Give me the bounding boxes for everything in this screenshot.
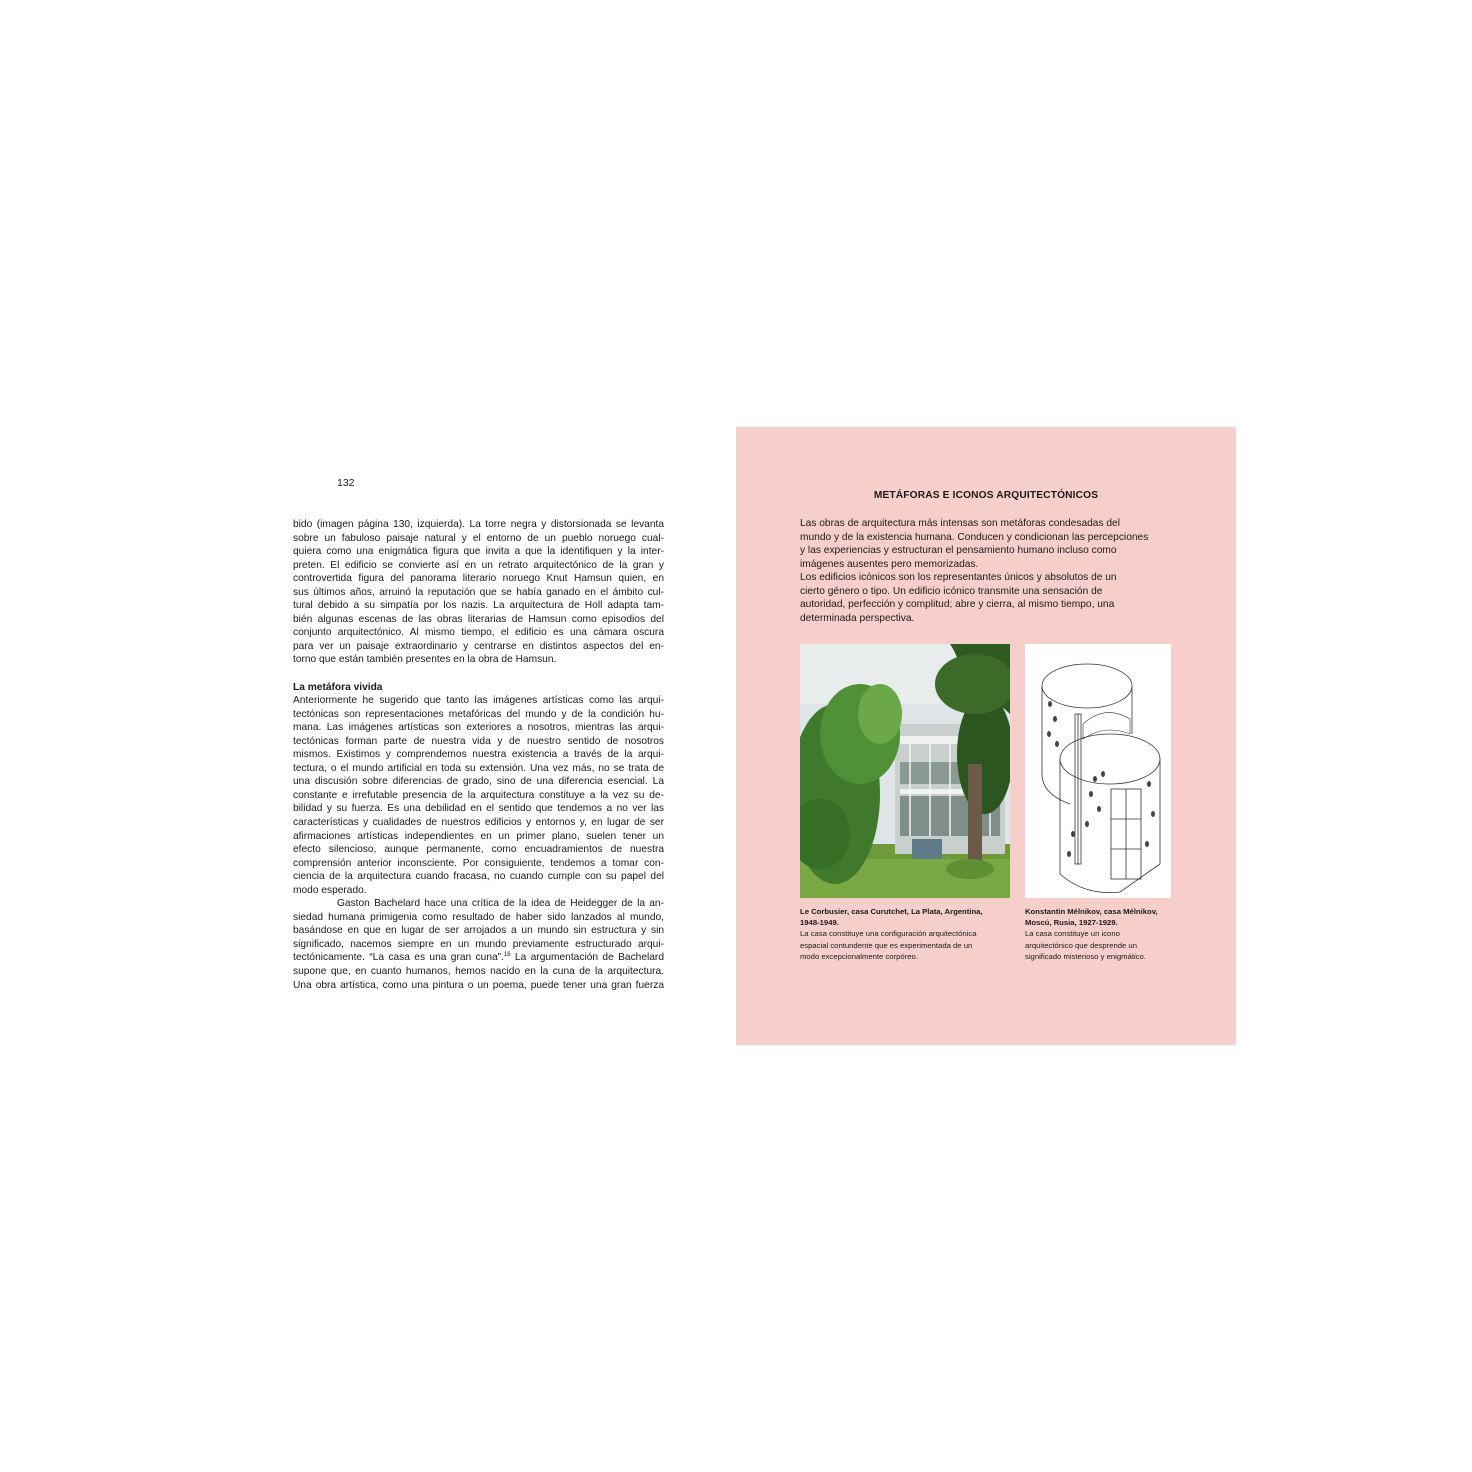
text-line: torno que están también presentes en la obra de Hamsun. xyxy=(293,654,557,666)
caption-text: significado misterioso y enigmático. xyxy=(1025,951,1146,961)
section-heading: La metáfora vivida xyxy=(293,681,383,693)
paragraph-bachelard xyxy=(293,897,664,992)
box-line: determinada perspectiva. xyxy=(800,612,915,624)
paragraph-hamsun xyxy=(293,518,664,667)
body-text-column xyxy=(293,518,664,992)
curutchet-house-photo xyxy=(800,644,1010,898)
text-line: constante e irrefutable presencia de la arquitectura constituye a la vez su de- xyxy=(293,789,664,801)
caption-text: modo excepcionalmente corpóreo. xyxy=(800,951,918,961)
text-line: tectura, o el mundo artificial en toda su extensión. Una vez más, no se trata de xyxy=(293,762,664,774)
box-line: mundo y de la existencia humana. Conducen y condicionan las percepciones xyxy=(800,531,1149,543)
text-line xyxy=(293,951,664,965)
text-line: significado, nacemos siempre en un mundo previamente estructurado arqui- xyxy=(293,938,664,950)
text-line: afirmaciones artísticas independientes en un primer plano, suelen tener un xyxy=(293,830,664,842)
text-line: tectónicas son representaciones metafóricas del mundo y de la condición hu- xyxy=(293,708,664,720)
text-line: conjunto arquitectónico. Al mismo tiempo, el edificio es una cámara oscura xyxy=(293,627,664,639)
text-line: Anteriormente he sugerido que tanto las imágenes artísticas como las arqui- xyxy=(293,695,664,707)
caption-curutchet xyxy=(800,906,1012,962)
caption-title: Konstantin Mélnikov, casa Mélnikov, xyxy=(1025,907,1158,916)
caption-text: La casa constituye una configuración arquitectónica xyxy=(800,929,977,939)
text-line: comprensión anterior inconsciente. Por consiguiente, tendemos a tomar con- xyxy=(293,857,664,869)
melnikov-house-drawing xyxy=(1025,644,1171,898)
box-line: y las experiencias y estructuran el pensamiento humano incluso como xyxy=(800,545,1117,556)
text-line: preten. El edificio se convierte así en un retrato arquitectónico de la gran y xyxy=(293,559,664,571)
text-line: controvertida figura del panorama literario noruego Knut Hamsun quien, en xyxy=(293,573,664,585)
box-text xyxy=(800,517,1180,625)
caption-melnikov xyxy=(1025,906,1175,962)
text-line: modo esperado. xyxy=(293,884,367,896)
text-line: tural debido a su simpatía por los nazis. La arquitectura de Holl adapta tam- xyxy=(293,600,664,612)
footnote-ref[interactable]: 16 xyxy=(503,952,511,959)
text-fragment: La argumentación de Bachelard xyxy=(510,952,664,964)
text-line: mana. Las imágenes artísticas son exteriores a nosotros, mientras las arqui- xyxy=(293,722,664,734)
text-line: quiera como una enigmática figura que invita a que la identifiquen y la inter- xyxy=(293,546,664,558)
box-line: Los edificios icónicos son los representantes únicos y absolutos de un xyxy=(800,572,1117,583)
page-number: 132 xyxy=(337,477,355,489)
text-line: sus últimos años, arruinó la reputación que se había ganado en el ámbito cul- xyxy=(293,586,664,598)
text-line: basándose en que en lugar de ser arrojados a un mundo sin estructura y sin xyxy=(293,925,664,937)
text-line: una discusión sobre diferencias de grado, sino de una diferencia esencial. La xyxy=(293,776,664,788)
text-line: tectónicas forman parte de nuestra vida y de nuestro sentido de nosotros xyxy=(293,735,664,747)
text-fragment: tectónicamente. “La casa es una gran cuna”. xyxy=(293,952,504,964)
text-line: Gaston Bachelard hace una crítica de la idea de Heidegger de la an- xyxy=(337,898,664,910)
box-line: Las obras de arquitectura más intensas son metáforas condesadas del xyxy=(800,518,1120,529)
text-line: bilidad y su fuerza. Es una debilidad en el sentido que tendemos a no ver las xyxy=(293,803,664,815)
caption-title: 1948-1949. xyxy=(800,918,839,928)
text-line: Una obra artística, como una pintura o un poema, puede tener una gran fuerza xyxy=(293,979,664,991)
box-line: imágenes ausentes pero memorizadas. xyxy=(800,558,979,570)
text-line: características y cualidades de nuestros edificios y entornos y, en lugar de ser xyxy=(293,816,664,828)
box-line: autoridad, perfección y complitud; abre y cierra, al mismo tiempo, una xyxy=(800,599,1115,610)
paragraph-metafora xyxy=(293,694,664,897)
text-line: mismos. Existimos y comprendemos nuestra existencia a través de la arqui- xyxy=(293,749,664,761)
text-line: efecto silencioso, aunque permanente, como encuadramientos de nuestra xyxy=(293,844,664,856)
text-line: siedad humana primigenia como resultado de haber sido lanzados al mundo, xyxy=(293,911,664,923)
text-line: para ver un paisaje extraordinario y centrarse en distintos aspectos del en- xyxy=(293,640,664,652)
caption-text: arquitectónico que desprende un xyxy=(1025,940,1137,950)
box-line: cierto género o tipo. Un edificio icónico transmite una sensación de xyxy=(800,585,1103,597)
text-line: ciencia de la arquitectura cuando fracasa, no cuando cumple con su papel del xyxy=(293,871,664,883)
text-line: supone que, en cuanto humanos, hemos nacido en la cuna de la arquitectura. xyxy=(293,966,664,977)
box-title: METÁFORAS E ICONOS ARQUITECTÓNICOS xyxy=(873,490,1099,501)
text-line: bido (imagen página 130, izquierda). La torre negra y distorsionada se levanta xyxy=(293,519,664,530)
text-line: bién algunas escenas de las obras literarias de Hamsun como episodios del xyxy=(293,613,664,625)
caption-title: Le Corbusier, casa Curutchet, La Plata, Argentina, xyxy=(800,907,983,916)
text-line: sobre un fabuloso paisaje natural y el entorno de un pueblo noruego cual- xyxy=(293,532,664,544)
caption-title: Moscú, Rusia, 1927-1929. xyxy=(1025,918,1118,928)
caption-text: La casa constituye un icono xyxy=(1025,929,1120,939)
caption-text: espacial contundente que es experimentada de un xyxy=(800,940,973,950)
